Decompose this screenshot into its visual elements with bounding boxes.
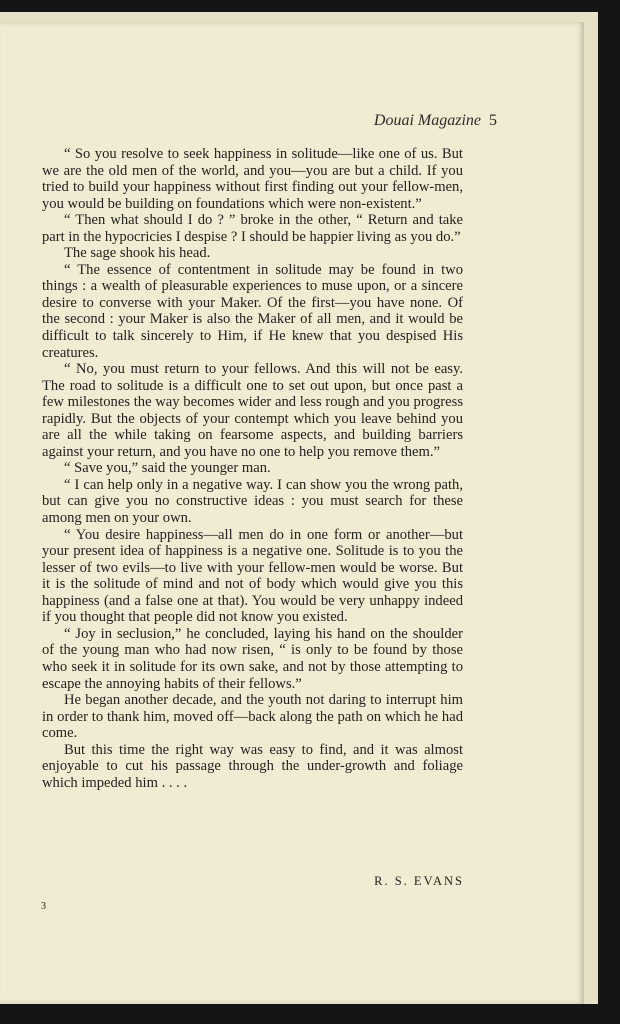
paragraph: “ Save you,” said the younger man. [64,460,271,477]
paragraph: “ So you resolve to seek happiness in solitude—like one of us. But we are the old men of the world, and you—you are but a child. If you tried to build your happiness without first finding out your fellow-men, you would be building on foundations which were non-existent.” [42,146,463,212]
author-signature: R. S. EVANS [374,874,464,888]
paragraph: “ No, you must return to your fellows. And this will not be easy. The road to solitude is a difficult one to set out upon, but once past a few milestones the way becomes wider and less rough and you progress rapidly. But the objects of your contempt which you leave behind you are all the while taking on fearsome aspects, and building barriers against your return, and you have no one to help you remove them.” [42,361,463,460]
journal-title: Douai Magazine [373,112,481,129]
page-number: 5 [489,112,497,129]
paragraph: He began another decade, and the youth not daring to interrupt him in order to thank him, moved off—back along the path on which he had come. [42,692,463,742]
paragraph: But this time the right way was easy to find, and it was almost enjoyable to cut his passage through the under-growth and foliage which impeded him . . . . [42,741,463,791]
footer-mark: 3 [41,901,46,912]
running-head [374,112,497,130]
paragraph: “ Joy in seclusion,” he concluded, laying his hand on the shoulder of the young man who had now risen, “ is only to be found by those who seek it in solitude for its own sake, and not by those attempting to escape the annoying habits of their fellows.” [42,625,463,692]
article-body [42,146,463,791]
paragraph: “ Then what should I do ? ” broke in the other, “ Return and take part in the hypocricies I despise ? I should be happier living as you do.” [42,212,463,245]
paragraph: “ I can help only in a negative way. I can show you the wrong path, but can give you no constructive ideas : you must search for these among men on your own. [42,476,463,527]
paragraph: The sage shook his head. [64,245,211,262]
paragraph: “ The essence of contentment in solitude may be found in two things : a wealth of pleasurable experiences to muse upon, or a sincere desire to converse with your Maker. Of the first—you have none. Of the second : your Maker is also the Maker of all men, and it would be difficult to talk sincerely to Him, if He knew that you despised His creatures. [42,261,463,361]
paragraph: “ You desire happiness—all men do in one form or another—but your present idea of happiness is a negative one. Solitude is to you the lesser of two evils—to live with your fellow-men would be worse. But it is the solitude of mind and not of body which would give you this happiness (and a false one at that). You would be very unhappy indeed if you thought that people did not know you existed. [42,526,463,626]
